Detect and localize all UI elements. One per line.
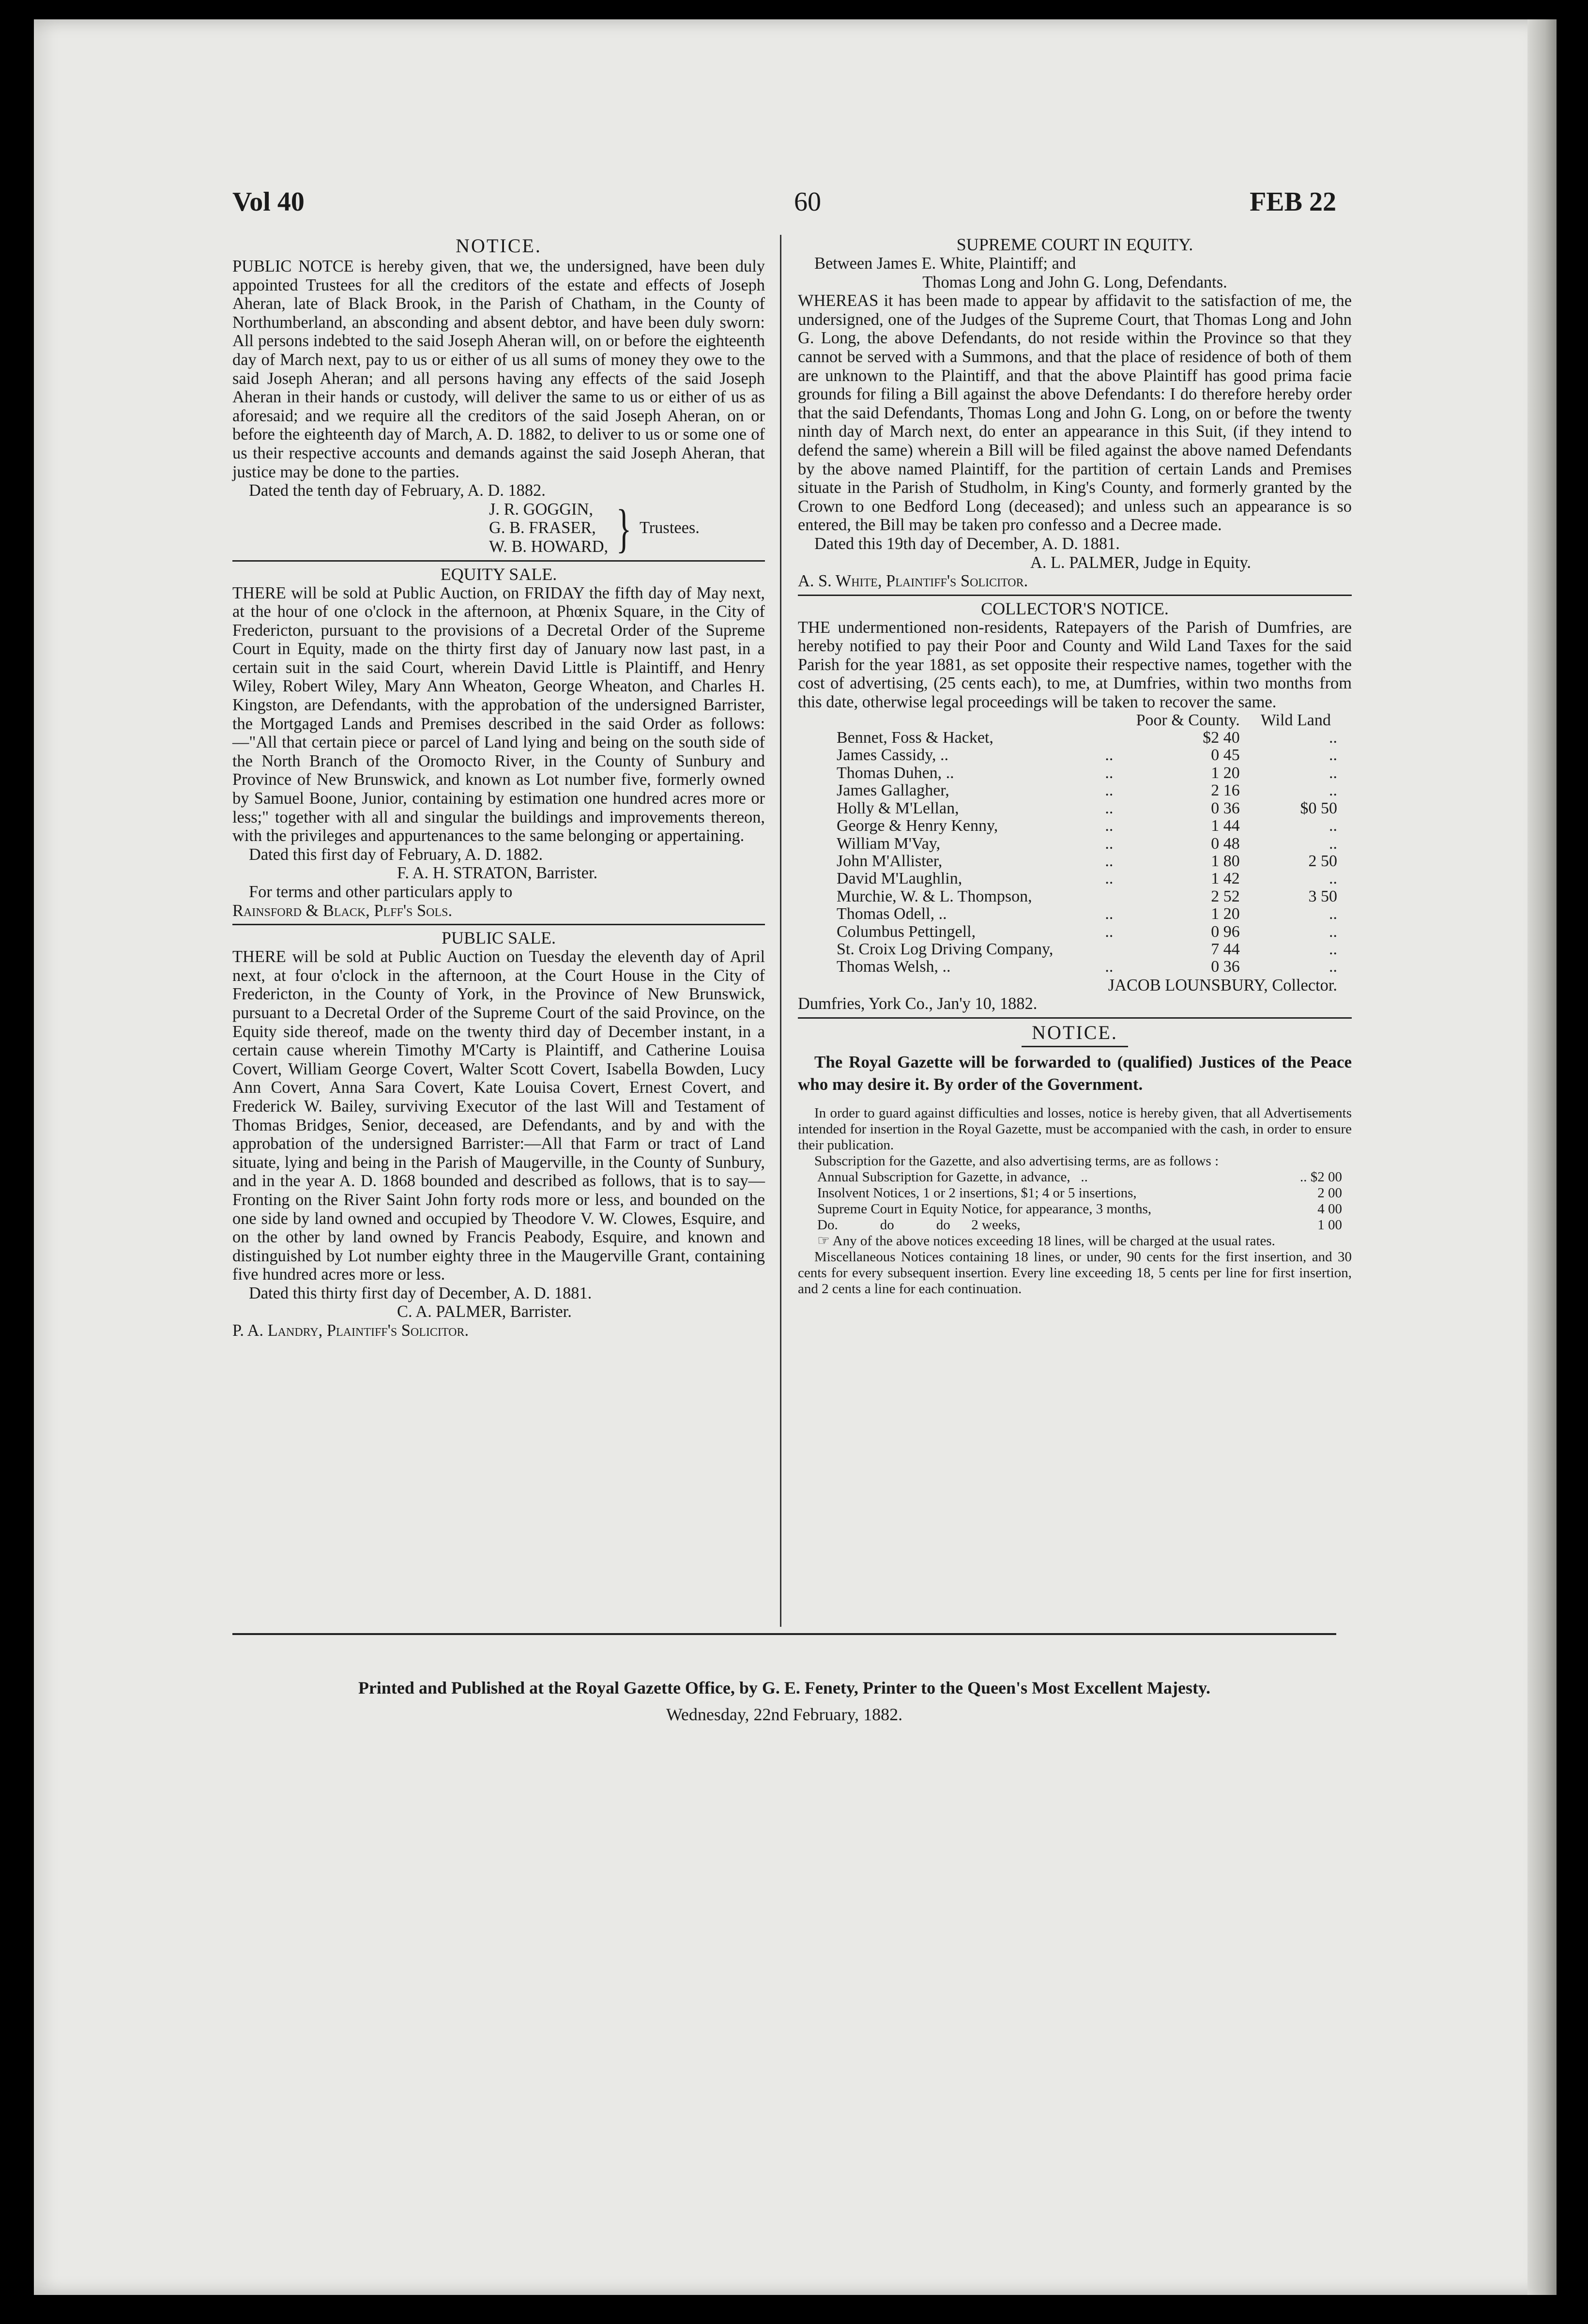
- tax-row: [837, 729, 1352, 747]
- tax-row: [837, 941, 1352, 958]
- equity-sale: [232, 565, 765, 920]
- rate-price: .. $2 00: [1300, 1169, 1342, 1185]
- wild-land-amount: ..: [1329, 922, 1337, 941]
- rate-price: 1 00: [1317, 1217, 1342, 1233]
- notice-body: PUBLIC NOTCE is hereby given, that we, the undersigned, have been duly appointed Trustees for all the creditors of the estate and effects of Joseph Aheran, late of Black Brook, in the Parish of Chatham, in the County of Northumberland, an absconding and absent debtor, and have been duly sworn: All persons indebted to the said Joseph Aheran will, on or before the eighteenth day of March next, pay to us or either of us all sums of money they owe to the said Joseph Aheran; and all persons having any effects of the said Joseph Aheran in their hands or custody, will deliver the same to us or either of us as aforesaid; and we require all the creditors of the said Joseph Aheran, on or before the eighteenth day of March, A. D. 1882, to deliver to us or some one of us their respective accounts and demands against the said Joseph Aheran, that justice may be done to the parties.: [232, 257, 765, 481]
- tax-row: [837, 782, 1352, 799]
- rate-label: Supreme Court in Equity Notice, for appearance, 3 months,: [817, 1201, 1152, 1217]
- poor-county-amount: 1 42: [1211, 870, 1240, 888]
- notice-title: NOTICE.: [456, 235, 542, 257]
- right-column: [798, 235, 1352, 1297]
- equity-sale-body: THERE will be sold at Public Auction, on FRIDAY the fifth day of May next, at the hour of one o'clock in the afternoon, at Phœnix Square, in the City of Fredericton, pursuant to the provisions of a Decretal Order of the Supreme Court in Equity, made on the thirty first day of January now last past, in a certain suit in the said Court, wherein David Little is Plaintiff, and Henry Wiley, Robert Wiley, Mary Ann Wheaton, George Wheaton, and Charles H. Kingston, are Defendants, with the approbation of the undersigned Barrister, the Mortgaged Lands and Premises described in the said Order as follows:—"All that certain piece or parcel of Land lying and being on the south side of the North Branch of the Oromocto River, in the County of Sunbury and Province of New Brunswick, and known as Lot number five, formerly owned by Samuel Boone, Junior, containing by estimation one hundred acres more or less;" together with all and singular the buildings and improvements thereon, with the privileges and appurtenances to the same belonging or appertaining.: [232, 583, 765, 845]
- public-sale-dated: Dated this thirty first day of December, A. D. 1881.: [249, 1284, 592, 1302]
- tax-table: [837, 712, 1352, 976]
- collector-signature: JACOB LOUNSBURY, Collector.: [1108, 976, 1337, 994]
- poor-county-amount: 0 96: [1211, 922, 1240, 941]
- left-column: [232, 235, 765, 1340]
- taxpayer-name: Murchie, W. & L. Thompson,: [837, 887, 1032, 905]
- public-sale-solicitor: P. A. Landry, Plaintiff's Solicitor.: [232, 1321, 469, 1340]
- poor-county-amount: $2 40: [1203, 729, 1240, 747]
- leader-dots: ..: [1105, 852, 1114, 870]
- taxpayer-name: John M'Allister,: [837, 852, 943, 870]
- poor-county-amount: 1 80: [1211, 852, 1240, 870]
- tax-row: [837, 835, 1352, 853]
- wild-land-amount: ..: [1329, 764, 1337, 782]
- taxpayer-name: Columbus Pettingell,: [837, 922, 976, 941]
- taxpayer-name: James Cassidy, ..: [837, 746, 949, 764]
- notice-aheran: [232, 235, 765, 556]
- tax-row: [837, 800, 1352, 817]
- wild-land-amount: 2 50: [1308, 852, 1337, 870]
- leader-dots: ..: [1105, 834, 1114, 853]
- equity-sale-title: EQUITY SALE.: [440, 564, 557, 584]
- taxpayer-name: Thomas Odell, ..: [837, 905, 947, 923]
- gazette-excess-text: Any of the above notices exceeding 18 lines, will be charged at the usual rates.: [832, 1233, 1275, 1249]
- trustees-label: Trustees.: [639, 519, 700, 537]
- wild-land-amount: ..: [1329, 834, 1337, 853]
- gazette-guard: In order to guard against difficulties and losses, notice is hereby given, that all Advertisements intended for insertion in the Royal Gazette, must be accompanied with the cash, in order to ensure their publication.: [798, 1105, 1352, 1153]
- collectors-notice: [798, 599, 1352, 1013]
- equity-sale-signature: F. A. H. STRATON, Barrister.: [397, 864, 598, 883]
- section-rule: [232, 560, 765, 562]
- wild-land-amount: ..: [1329, 729, 1337, 747]
- issue-date: FEB 22: [1250, 187, 1336, 217]
- gazette-misc: Miscellaneous Notices containing 18 lines, or under, 90 cents for the first insertion, and 30 cents for every subsequent insertion. Every line exceeding 18, 5 cents per line for first insertion, and 2 cents a line for each continuation.: [798, 1249, 1352, 1297]
- poor-county-amount: 0 36: [1211, 958, 1240, 976]
- supreme-court-solicitor: A. S. White, Plaintiff's Solicitor.: [798, 572, 1028, 591]
- rate-price: 4 00: [1317, 1201, 1342, 1217]
- tax-row: [837, 923, 1352, 941]
- wild-land-amount: 3 50: [1308, 887, 1337, 905]
- collector-title: COLLECTOR'S NOTICE.: [981, 598, 1169, 618]
- poor-county-amount: 0 48: [1211, 834, 1240, 853]
- tax-row: [837, 853, 1352, 870]
- leader-dots: ..: [1105, 746, 1114, 764]
- gazette-subscription: Subscription for the Gazette, and also advertising terms, are as follows :: [814, 1153, 1219, 1169]
- notice-dated: Dated the tenth day of February, A. D. 1882.: [249, 481, 546, 500]
- tax-row: [837, 888, 1352, 905]
- supreme-court-judge: A. L. PALMER, Judge in Equity.: [1030, 553, 1252, 572]
- brace-glyph: }: [616, 498, 632, 558]
- rate-price: 2 00: [1317, 1185, 1342, 1201]
- poor-county-amount: 1 20: [1211, 764, 1240, 782]
- tax-row: [837, 747, 1352, 764]
- leader-dots: ..: [1105, 799, 1114, 817]
- equity-sale-dated: Dated this first day of February, A. D. 1882.: [249, 845, 543, 864]
- wild-land-amount: ..: [1329, 781, 1337, 800]
- col-poor-county: Poor & County.: [1136, 711, 1240, 729]
- tax-row: [837, 870, 1352, 887]
- poor-county-amount: 1 20: [1211, 905, 1240, 923]
- public-sale: [232, 928, 765, 1340]
- taxpayer-name: William M'Vay,: [837, 834, 941, 853]
- tax-row: [837, 958, 1352, 976]
- rate-label: Do. do do 2 weeks,: [817, 1217, 1021, 1233]
- poor-county-amount: 7 44: [1211, 940, 1240, 958]
- poor-county-amount: 2 52: [1211, 887, 1240, 905]
- wild-land-amount: ..: [1329, 817, 1337, 835]
- leader-dots: ..: [1105, 958, 1114, 976]
- footer-date: Wednesday, 22nd February, 1882.: [666, 1705, 903, 1724]
- rate-row: [817, 1185, 1342, 1201]
- column-divider: [780, 235, 781, 1627]
- leader-dots: [1105, 941, 1136, 958]
- gazette-notice-title: NOTICE.: [1032, 1021, 1118, 1043]
- tax-row: [837, 764, 1352, 782]
- public-sale-title: PUBLIC SALE.: [441, 928, 556, 948]
- wild-land-amount: ..: [1329, 870, 1337, 888]
- leader-dots: [1105, 888, 1136, 905]
- wild-land-amount: ..: [1329, 940, 1337, 958]
- collector-body: THE undermentioned non-residents, Ratepayers of the Parish of Dumfries, are hereby notified to pay their Poor and County and Wild Land Taxes for the said Parish for the year 1881, as set opposite their respective names, together with the cost of advertising, (25 cents each), to me, at Dumfries, within two months from this date, otherwise legal proceedings will be taken to recover the same.: [798, 618, 1352, 712]
- taxpayer-name: George & Henry Kenny,: [837, 817, 998, 835]
- equity-sale-solicitors: Rainsford & Black, Plff's Sols.: [232, 901, 453, 920]
- public-sale-body: THERE will be sold at Public Auction on Tuesday the eleventh day of April next, at four o'clock in the afternoon, at the Court House in the City of Fredericton, in the County of York, in the Province of New Brunswick, pursuant to a Decretal Order of the Supreme Court of the said Province, on the Equity side thereof, made on the twenty third day of December instant, in a certain cause wherein Timothy M'Carty is Plaintiff, and Catherine Louisa Covert, William George Covert, Walter Scott Covert, Isabella Bowden, Lucy Ann Covert, Anna Sara Covert, Kate Louisa Covert, Ernest Covert, and Frederick W. Bailey, surviving Executor of the last Will and Testament of Thomas Bridges, Senior, deceased, are Defendants, and by and with the approbation of the undersigned Barrister:—All that Farm or tract of Land situate, lying and being in the Parish of Maugerville, in the County of Sunbury, and in the year A. D. 1868 bounded and described as follows, that is to say—Fronting on the River Saint John forty rods more or less, and bounded on the one side by land owned and occupied by Theodore V. W. Clowes, Esquire, and on the other by land owned by Francis Peabody, Esquire, and known and distinguished by Lot number eighty three in the Maugerville Grant, containing five hundred acres more or less.: [232, 948, 765, 1284]
- section-rule: [798, 1017, 1352, 1019]
- taxpayer-name: James Gallagher,: [837, 781, 949, 800]
- supreme-court-title: SUPREME COURT IN EQUITY.: [956, 235, 1193, 254]
- leader-dots: ..: [1105, 764, 1114, 782]
- wild-land-amount: ..: [1329, 746, 1337, 764]
- trustee-name: G. B. FRASER,: [489, 519, 596, 537]
- rate-row: [817, 1201, 1342, 1217]
- leader-dots: ..: [1105, 817, 1114, 835]
- col-wild-land: Wild Land: [1260, 711, 1331, 729]
- gazette-lead: The Royal Gazette will be forwarded to (qualified) Justices of the Peace who may desire it. By order of the Government.: [798, 1052, 1352, 1094]
- wild-land-amount: $0 50: [1300, 799, 1337, 817]
- tax-row: [837, 905, 1352, 923]
- page-edge: [1527, 19, 1557, 2295]
- taxpayer-name: Thomas Duhen, ..: [837, 764, 954, 782]
- trustees-block: [489, 500, 765, 556]
- rate-row: [817, 1169, 1342, 1185]
- supreme-court-defendants: Thomas Long and John G. Long, Defendants.: [922, 273, 1227, 291]
- pointing-hand-icon: ☞: [817, 1233, 833, 1249]
- leader-dots: ..: [1105, 870, 1114, 888]
- rate-row: [817, 1217, 1342, 1233]
- volume-label: Vol 40: [232, 187, 305, 217]
- section-rule: [798, 595, 1352, 596]
- leader-dots: [1105, 729, 1136, 747]
- leader-dots: ..: [1105, 905, 1114, 923]
- taxpayer-name: St. Croix Log Driving Company,: [837, 940, 1054, 958]
- poor-county-amount: 0 45: [1211, 746, 1240, 764]
- wild-land-amount: ..: [1329, 958, 1337, 976]
- short-rule: [1022, 1046, 1128, 1047]
- poor-county-amount: 0 36: [1211, 799, 1240, 817]
- public-sale-signature: C. A. PALMER, Barrister.: [397, 1302, 572, 1321]
- taxpayer-name: Bennet, Foss & Hacket,: [837, 729, 993, 747]
- taxpayer-name: David M'Laughlin,: [837, 870, 962, 888]
- supreme-court-body: WHEREAS it has been made to appear by affidavit to the satisfaction of me, the undersigned, one of the Judges of the Supreme Court, that Thomas Long and John G. Long, the above Defendants, do not reside within the Province so that they cannot be served with a Summons, and that the place of residence of both of them are unknown to the Plaintiff, and that the above Plaintiff has good prima facie grounds for filing a Bill against the above Defendants: I do therefore hereby order that the said Defendants, Thomas Long and John G. Long, on or before the twenty ninth day of March next, do enter an appearance in this Suit, (if they intend to defend the same) wherein a Bill will be filed against the above named Defendants by the above named Plaintiff, for the partition of certain Lands and Premises situate in the Parish of Studholm, in King's County, and formerly granted by the Crown to one Bedford Long (deceased); and unless such an appearance is so entered, the Bill may be taken pro confesso and a Decree made.: [798, 291, 1352, 535]
- leader-dots: ..: [1105, 922, 1114, 941]
- gazette-notice: [798, 1022, 1352, 1297]
- wild-land-amount: ..: [1329, 905, 1337, 923]
- page-number: 60: [794, 187, 821, 217]
- taxpayer-name: Thomas Welsh, ..: [837, 958, 951, 976]
- poor-county-amount: 2 16: [1211, 781, 1240, 800]
- supreme-court-notice: [798, 235, 1352, 591]
- equity-sale-terms: For terms and other particulars apply to: [249, 883, 513, 901]
- tax-table-header: [837, 712, 1352, 729]
- rate-label: Annual Subscription for Gazette, in advance, ..: [817, 1169, 1088, 1185]
- taxpayer-name: Holly & M'Lellan,: [837, 799, 959, 817]
- leader-dots: ..: [1105, 781, 1114, 800]
- footer-printed-by: Printed and Published at the Royal Gazette Office, by G. E. Fenety, Printer to the Queen's Most Excellent Majesty.: [358, 1678, 1211, 1697]
- section-rule: [232, 924, 765, 925]
- bottom-rule: [232, 1633, 1336, 1635]
- collector-place-date: Dumfries, York Co., Jan'y 10, 1882.: [798, 994, 1038, 1013]
- supreme-court-dated: Dated this 19th day of December, A. D. 1881.: [814, 534, 1120, 553]
- tax-row: [837, 817, 1352, 835]
- trustee-name: J. R. GOGGIN,: [489, 500, 593, 519]
- trustee-name: W. B. HOWARD,: [489, 537, 609, 556]
- page-header: [232, 186, 1336, 220]
- poor-county-amount: 1 44: [1211, 817, 1240, 835]
- rate-label: Insolvent Notices, 1 or 2 insertions, $1; 4 or 5 insertions,: [817, 1185, 1137, 1201]
- supreme-court-between: Between James E. White, Plaintiff; and: [814, 254, 1076, 273]
- gazette-excess: [817, 1233, 1352, 1249]
